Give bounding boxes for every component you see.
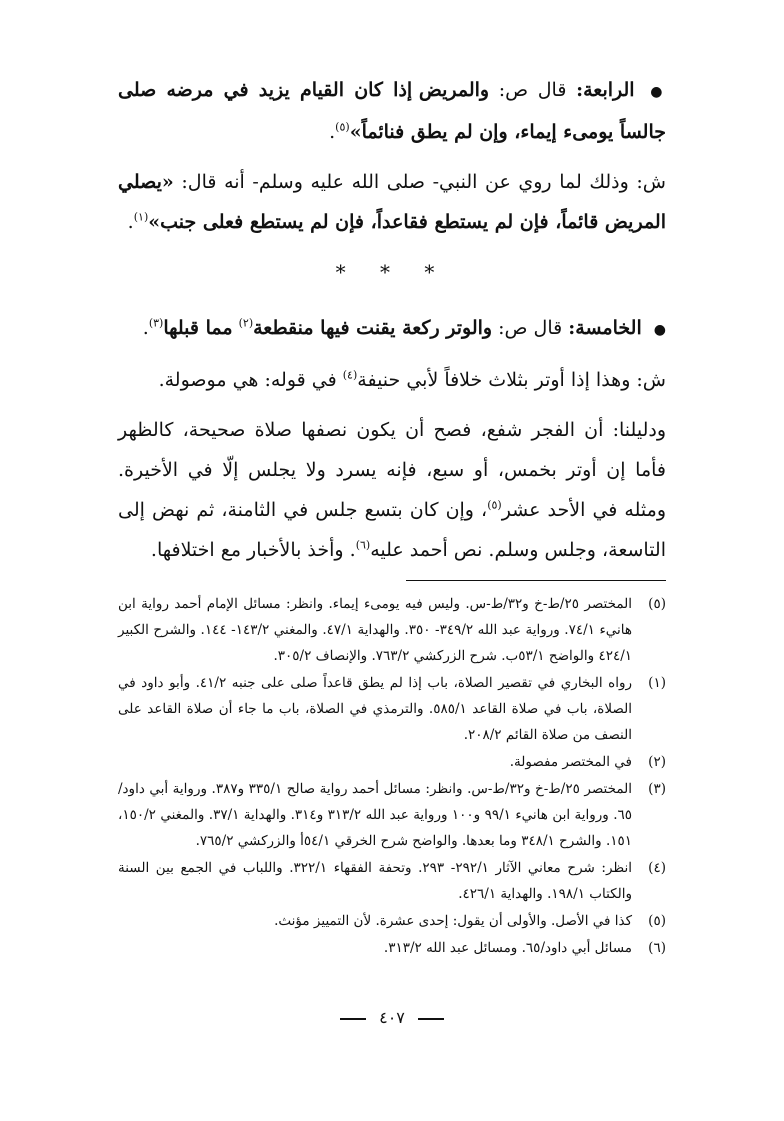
- paragraph-sharh-1: ش: وذلك لما روي عن النبي- صلى الله عليه وسلم- أنه قال: «يصلي المريض قائماً، فإن لم يستطع فقاعداً، فإن لم يستطع فعلى جنب»$^{(١)}$.: [118, 171, 666, 233]
- footnote-ref: (٥): [335, 120, 350, 134]
- body-text: ، وإن كان بتسع جلس في الثامنة، ثم نهض إلى التاسعة، وجلس وسلم. نص أحمد عليه: [118, 499, 666, 561]
- footnote-ref: (٢): [238, 316, 254, 330]
- footnote-ref: (٣): [148, 316, 164, 330]
- quote-text: والوتر ركعة يقنت فيها منقطعة: [253, 317, 493, 339]
- footnote: [118, 935, 666, 961]
- footnote: [118, 670, 666, 748]
- footnote: [118, 591, 666, 669]
- body-text: ودليلنا: أن الفجر شفع، فصح أن يكون نصفها صلاة صحيحة، كالظهر فأما إن أوتر بخمس، أو سبع، فإنه يسرد ولا يجلس إلّا في الأخيرة. ومثله في الأحد عشر: [118, 419, 666, 521]
- footnote-text: رواه البخاري في تقصير الصلاة، باب إذا لم يطق قاعداً صلى على جنبه ٤١/٢. وأبو داود في الصلاة، باب في صلاة القاعد ٥٨٥/١. والترمذي في الصلاة، باب ما جاء أن صلاة القاعد على النصف من صلاة القائم ٢٠٨/٢.: [118, 675, 632, 743]
- paragraph-khamisa: ● الخامسة: قال ص: والوتر ركعة يقنت فيها منقطعة$^{(٢)}$ مما قبلها$^{(٣)}$.: [142, 316, 666, 339]
- paragraph-sharh-2: [118, 360, 666, 400]
- said-text: قال ص:: [498, 317, 563, 339]
- footnote: [118, 908, 666, 934]
- footnotes: [118, 591, 666, 961]
- quote-text: مما قبلها: [163, 317, 233, 339]
- footnote-ref: (٤): [342, 368, 358, 382]
- footnote: [118, 855, 666, 907]
- dash-right: [340, 1018, 366, 1020]
- paragraph-rabia: ● الرابعة: قال ص: والمريض إذا كان القيام يزيد في مرضه صلى جالساً يومىء إيماء، وإن لم يطق فنائماً»$^{(٥)}$.: [118, 79, 667, 143]
- footnote-number: (٦): [648, 940, 666, 956]
- footnote-number: (٤): [648, 860, 666, 876]
- sharh-text: ش: وهذا إذا أوتر بثلاث خلافاً لأبي حنيفة: [357, 369, 666, 391]
- footnote-text: في المختصر مفصولة.: [509, 754, 632, 770]
- footnote: [118, 749, 666, 775]
- footnote: [118, 776, 666, 854]
- footnote-text: انظر: شرح معاني الآثار ٢٩٢/١- ٢٩٣. وتحفة الفقهاء ٣٢٢/١. واللباب في الجمع بين السنة والكتاب ١٩٨/١. والهداية ٤٢٦/١.: [118, 860, 632, 902]
- section-separator: * * *: [335, 260, 449, 284]
- said-text: قال ص:: [498, 79, 567, 101]
- sharh-text: في قوله: هي موصولة.: [158, 369, 337, 391]
- page-number: ٤٠٧: [379, 1008, 405, 1027]
- footnote-ref: (٥): [487, 498, 502, 512]
- quote-text: والمريض إذا كان القيام يزيد في مرضه صلى جالساً يومىء إيماء، وإن لم يطق فنائماً»: [118, 79, 666, 143]
- footnote-text: المختصر ٢٥/ط-خ و٣٢/ط-س. وانظر: مسائل أحمد رواية صالح ٣٣٥/١ و٣٨٧. ورواية أبي داود/٦٥. ورواية ابن هانيء ٩٩/١ و١٠٠ ورواية عبد الله ٣١٣/٢ و٣١٤. والهداية ٣٧/١. والمغني ١٥٠/٢، ١٥١. والشرح ٣٤٨/١ وما بعدها. والواضح شرح الخرقي ٥٤/١أ والزركشي ٧٦٥/٢.: [118, 781, 633, 849]
- footnote-number: (٥): [648, 596, 666, 612]
- footnote-number: (٥): [648, 913, 666, 929]
- label-khamisa: الخامسة:: [568, 317, 642, 339]
- hadith-text: «يصلي المريض قائماً، فإن لم يستطع فقاعداً، فإن لم يستطع فعلى جنب»: [118, 171, 666, 233]
- footnote-number: (٣): [648, 781, 666, 797]
- footnote-divider: [406, 580, 666, 581]
- footnote-text: المختصر ٢٥/ط-خ و٣٢/ط-س. وليس فيه يومىء إيماء. وانظر: مسائل الإمام أحمد رواية ابن هانيء ٧٤/١. ورواية عبد الله ٣٤٩/٢- ٣٥٠. والهداية ٤٧/١. والمغني ١٤٣/٢- ١٤٤. والشرح الكبير ٤٢٤/١ والواضح ٥٣/١ب. شرح الزركشي ٧٦٣/٢. والإنصاف ٣٠٥/٢.: [118, 596, 633, 664]
- body-text: . وأخذ بالأخبار مع اختلافها.: [150, 539, 356, 561]
- footnote-number: (٢): [648, 754, 666, 770]
- footnote-ref: (١): [133, 210, 149, 224]
- bullet-icon: ●: [650, 84, 667, 100]
- bullet-icon: ●: [653, 322, 666, 338]
- label-rabia: الرابعة:: [576, 79, 635, 101]
- page-number-area: [0, 1008, 784, 1027]
- paragraph-daleel: [118, 410, 666, 570]
- footnote-number: (١): [648, 675, 666, 691]
- dash-left: [418, 1018, 444, 1020]
- footnote-text: كذا في الأصل. والأولى أن يقول: إحدى عشرة. لأن التمييز مؤنث.: [274, 913, 632, 929]
- footnote-text: مسائل أبي داود/٦٥. ومسائل عبد الله ٣١٣/٢.: [383, 940, 632, 956]
- footnote-ref: (٦): [355, 538, 371, 552]
- sharh-intro: ش: وذلك لما روي عن النبي- صلى الله عليه وسلم- أنه قال:: [181, 171, 666, 193]
